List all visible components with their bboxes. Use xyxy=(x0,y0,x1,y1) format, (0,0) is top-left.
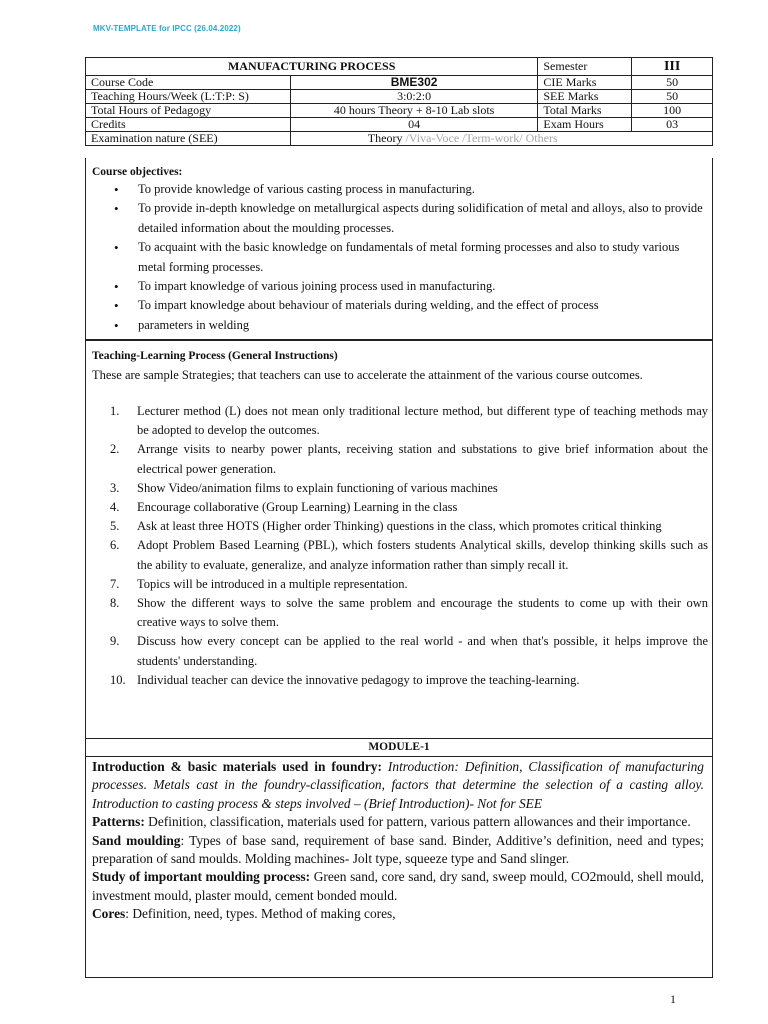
paragraph-text: Types of base sand, requirement of base sand. Binder, Additive’s definition, need and types; preparation of sand moulds. Molding machines- Jolt type, squeeze type and Sand slinger. xyxy=(92,832,705,867)
table-row xyxy=(86,104,713,118)
row-value: 04 xyxy=(290,118,538,132)
module-paragraph xyxy=(92,813,704,831)
item-number: 2. xyxy=(110,442,120,457)
course-objectives-section xyxy=(85,158,713,340)
table-row xyxy=(86,76,713,90)
list-item: • To impart knowledge of various joining process used in manufacturing. xyxy=(114,277,704,296)
list-item xyxy=(110,498,708,517)
item-number: 1. xyxy=(110,404,120,418)
exam-nature-cell xyxy=(290,132,712,146)
module-paragraph xyxy=(92,868,704,905)
item-text: Lecturer method (L) does not mean only traditional lecture method, but different type of teaching methods may be adopted to develop the outcomes. xyxy=(137,404,708,438)
list-item xyxy=(110,594,708,632)
paragraph-text: Introduction: Definition, Classification of manufacturing processes. Metals cast in the foundry-classification, factors that determine the selection of a casting alloy. Introduction to casting process & steps involved – (Brief Introduction)- Not for SEE xyxy=(92,759,704,811)
item-text: Show Video/animation films to explain functioning of various machines xyxy=(137,480,498,495)
item-text: Topics will be introduced in a multiple representation. xyxy=(137,576,408,591)
list-item: • parameters in welding xyxy=(114,316,704,335)
row-right-value: 100 xyxy=(632,104,713,118)
item-text: Encourage collaborative (Group Learning) Learning in the class xyxy=(137,500,458,515)
paragraph-heading: Sand moulding xyxy=(92,832,181,848)
table-row xyxy=(86,132,713,146)
module-paragraph xyxy=(92,832,704,869)
exam-nature-other: /Viva-Voce /Term-work/ Others xyxy=(402,131,558,145)
table-row xyxy=(86,90,713,104)
table-row xyxy=(86,118,713,132)
paragraph-sep: : xyxy=(180,832,190,848)
item-text: Arrange visits to nearby power plants, receiving station and substations to give brief information about the electrical power generation. xyxy=(137,442,708,476)
list-item xyxy=(110,575,708,594)
semester-value: III xyxy=(632,58,713,76)
module-1-section xyxy=(85,738,713,978)
item-number: 9. xyxy=(110,634,120,649)
module-body xyxy=(92,758,704,924)
objectives-title: Course objectives: xyxy=(92,166,183,178)
item-number: 5. xyxy=(110,519,120,534)
row-right-value: 50 xyxy=(632,76,713,90)
item-number: 10. xyxy=(110,672,126,687)
title-row xyxy=(86,58,713,76)
row-right-label: Total Marks xyxy=(538,104,632,118)
paragraph-heading: Study of important moulding process: xyxy=(92,869,311,885)
row-label: Teaching Hours/Week (L:T:P: S) xyxy=(86,90,291,104)
module-title: MODULE-1 xyxy=(86,739,712,757)
item-text: Individual teacher can device the innovative pedagogy to improve the teaching-learning. xyxy=(137,672,580,687)
template-header: MKV-TEMPLATE for IPCC (26.04.2022) xyxy=(93,24,241,33)
item-text: Ask at least three HOTS (Higher order Thinking) questions in the class, which promotes critical thinking xyxy=(137,519,662,534)
row-label: Total Hours of Pedagogy xyxy=(86,104,291,118)
item-text: Discuss how every concept can be applied to the real world - and when that's possible, it helps improve the students' understanding. xyxy=(137,634,708,668)
course-info-table xyxy=(85,57,713,146)
list-item xyxy=(110,536,708,574)
item-number: 7. xyxy=(110,576,120,591)
page-number: 1 xyxy=(670,992,676,1006)
list-item xyxy=(110,440,708,478)
list-item xyxy=(110,671,708,690)
row-right-label: CIE Marks xyxy=(538,76,632,90)
objectives-list xyxy=(114,180,704,335)
list-item xyxy=(110,479,708,498)
list-item: • To provide in-depth knowledge on metallurgical aspects during solidification of metal and alloys, also to provide detailed information about the moulding processes. xyxy=(114,199,704,238)
paragraph-text: Definition, classification, materials used for pattern, various pattern allowances and their importance. xyxy=(148,814,691,830)
item-number: 4. xyxy=(110,500,120,515)
list-item: • To impart knowledge about behaviour of materials during welding, and the effect of process xyxy=(114,296,704,315)
list-item xyxy=(110,402,708,440)
semester-label: Semester xyxy=(538,58,632,76)
teaching-list xyxy=(110,402,708,690)
course-code-value: BME302 xyxy=(290,76,538,90)
row-label: Credits xyxy=(86,118,291,132)
course-title: MANUFACTURING PROCESS xyxy=(86,58,538,76)
item-number: 8. xyxy=(110,596,120,611)
row-value: 3:0:2:0 xyxy=(290,90,538,104)
paragraph-heading: Introduction & basic materials used in foundry xyxy=(92,759,378,774)
row-right-label: Exam Hours xyxy=(538,118,632,132)
paragraph-heading: Patterns: xyxy=(92,814,145,830)
paragraph-text: Definition, need, types. Method of making cores, xyxy=(132,906,396,922)
list-item: • To provide knowledge of various casting process in manufacturing. xyxy=(114,180,704,199)
exam-nature-value: Theory xyxy=(367,131,403,145)
item-text: Show the different ways to solve the same problem and encourage the students to come up with their own creative ways to solve them. xyxy=(137,596,708,630)
row-right-value: 50 xyxy=(632,90,713,104)
paragraph-sep: : xyxy=(125,906,133,922)
list-item: • To acquaint with the basic knowledge on fundamentals of metal forming processes and also to study various metal forming processes. xyxy=(114,238,704,277)
paragraph-heading: Cores xyxy=(92,906,126,922)
module-paragraph xyxy=(92,905,704,923)
paragraph-text: Green sand, core sand, dry sand, sweep mould, CO2mould, shell mould, investment mould, plaster mould, cement bonded mould. xyxy=(92,869,704,903)
list-item xyxy=(110,517,708,536)
exam-nature-label: Examination nature (SEE) xyxy=(86,132,291,146)
teaching-learning-section xyxy=(85,340,713,739)
row-label: Course Code xyxy=(86,76,291,90)
teaching-title: Teaching-Learning Process (General Instructions) xyxy=(92,350,338,362)
item-text: Adopt Problem Based Learning (PBL), which fosters students Analytical skills, develop thinking skills such as the ability to evaluate, generalize, and analyze information rather than simply recall it. xyxy=(137,538,708,572)
list-item xyxy=(110,632,708,670)
row-right-value: 03 xyxy=(632,118,713,132)
paragraph-sep: : xyxy=(377,759,388,774)
item-number: 6. xyxy=(110,538,120,553)
row-right-label: SEE Marks xyxy=(538,90,632,104)
row-value: 40 hours Theory + 8-10 Lab slots xyxy=(290,104,538,118)
teaching-intro: These are sample Strategies; that teachers can use to accelerate the attainment of the various course outcomes. xyxy=(92,368,643,382)
item-number: 3. xyxy=(110,480,120,495)
module-paragraph xyxy=(92,758,704,813)
